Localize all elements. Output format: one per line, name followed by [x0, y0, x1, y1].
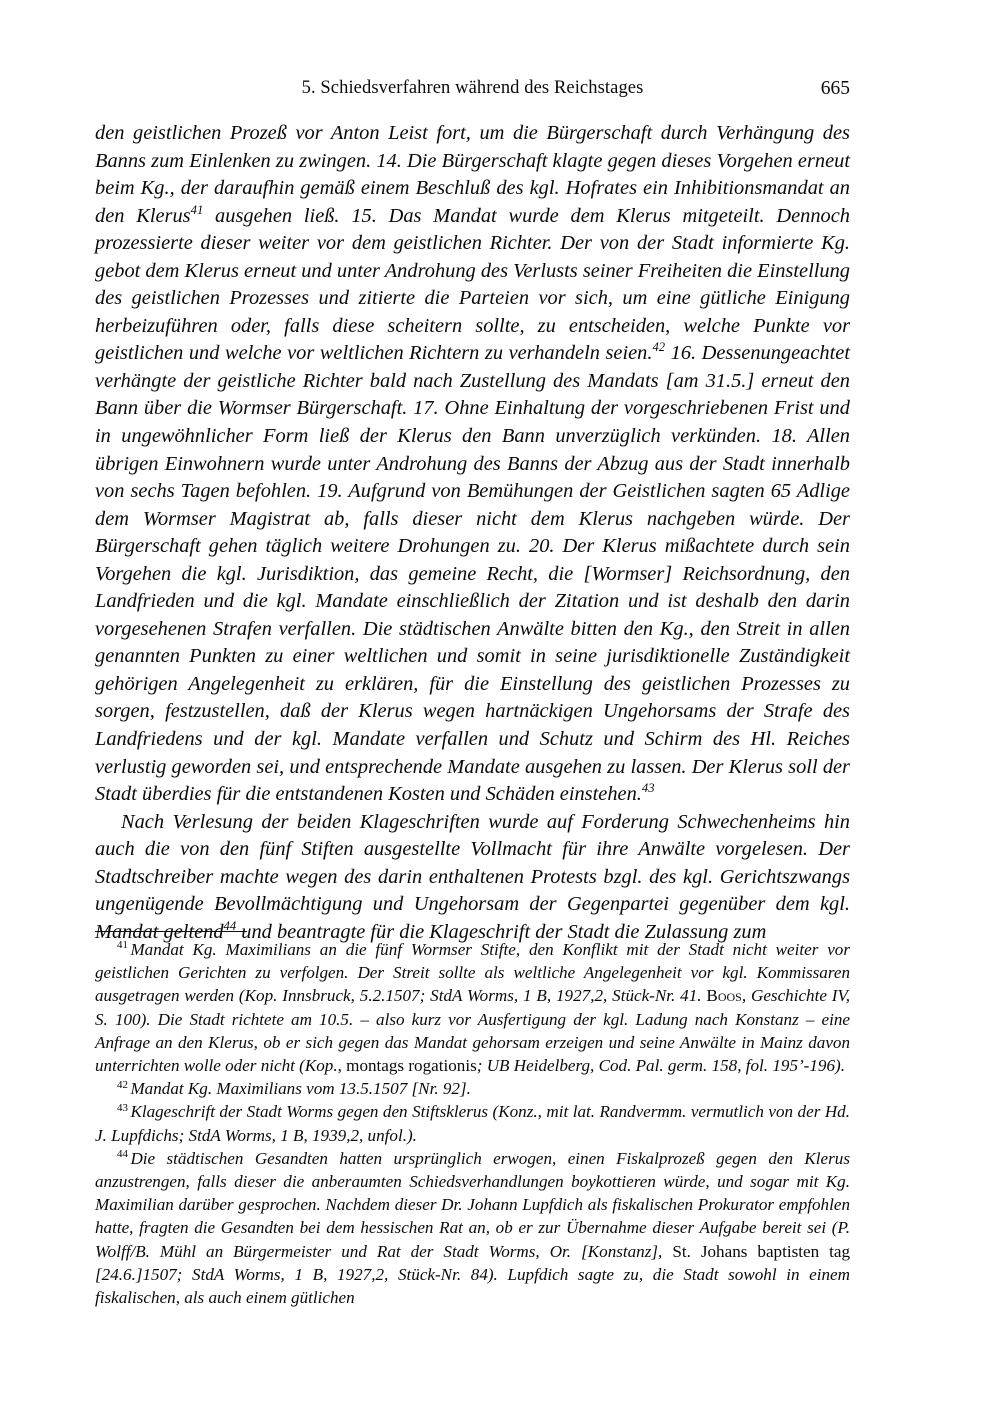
footnote-area — [95, 938, 850, 1309]
paragraph-text-segment: 16. Dessenungeachtet verhängte der geistliche Richter bald nach Zustellung des Mandats [am 31.5.] erneut den Bann über die Wormser Bürgerschaft. 17. Ohne Einhaltung der vorgeschriebenen Frist und in ungewöhnlicher Form ließ der Klerus den Bann unverzüglich verkünden. 18. Allen übrigen Einwohnern wurde unter Androhung des Banns der Abzug aus der Stadt innerhalb von sechs Tagen befohlen. 19. Aufgrund von Bemühungen der Geistlichen sagten 65 Adlige dem Wormser Magistrat ab, falls dieser nicht dem Klerus nachgeben würde. Der Bürgerschaft gehen täglich weitere Drohungen zu. 20. Der Klerus mißachtete durch sein Vorgehen die kgl. Jurisdiktion, das gemeine Recht, die [Wormser] Reichsordnung, den Landfrieden und die kgl. Mandate einschließlich der Zitation und ist deshalb den darin vorgesehenen Strafen verfallen. Die städtischen Anwälte bitten den Kg., den Streit in allen genannten Punkten zu einer weltlichen und somit in seine jurisdiktionelle Zuständigkeit gehörigen Angelegenheit zu erklären, für die Einstellung des geistlichen Prozesses zu sorgen, festzustellen, daß der Klerus wegen hartnäckigen Ungehorsams der Strafe des Landfriedens und der kgl. Mandate verfallen und Schutz und Schirm des Hl. Reiches verlustig geworden sei, und entsprechende Mandate ausgehen zu lassen. Der Klerus soll der Stadt überdies für die entstandenen Kosten und Schäden einstehen. — [95, 342, 850, 806]
footnote-text-segment: Mandat Kg. Maximilians an die fünf Wormser Stifte, den Konflikt mit der Stadt nicht weiter vor geistlichen Gerichten zu verfolgen. Der Streit sollte als weltliche Angelegenheit vor kgl. Kommissaren ausgetragen werden (Kop. Innsbruck, 5.2.1507; StdA Worms, 1 B, 1927,2, Stück-Nr. 41. — [95, 940, 850, 1006]
paragraph-text-segment: und beantragte für die Klageschrift der Stadt die Zulassung zum — [236, 920, 767, 943]
footnote-ref-41[interactable]: 41 — [190, 202, 204, 217]
footnote-text-segment: , Geschichte IV, S. 100). Die Stadt richtete am 10.5. – also kurz vor Ausfertigung der kgl. Ladung nach Konstanz – eine Anfrage an den Klerus, ob er sich gegen das Mandat gehorsam erzeigen und seine Anwälte in Mainz davon unterrichten wolle oder nicht (Kop., — [95, 986, 850, 1076]
footnote-text-segment: Klageschrift der Stadt Worms gegen den Stiftsklerus (Konz., mit lat. Randvermm. vermutlich von der Hd. J. Lupfdichs; StdA Worms, 1 B, 1939,2, unfol.). — [95, 1102, 850, 1145]
footnote-quoted-dating: St. Johans baptisten tag — [672, 1241, 851, 1261]
paragraph-text-segment: ausgehen ließ. 15. Das Mandat wurde dem Klerus mitgeteilt. Dennoch prozessierte dieser weiter vor dem geistlichen Richter. Der von der Stadt informierte Kg. gebot dem Klerus erneut und unter Androhung des Verlusts seiner Freiheiten die Einstellung des geistlichen Prozesses und zitierte die Parteien vor sich, um eine gütliche Einigung herbeizuführen oder, falls diese scheitern sollte, zu entscheiden, welche Punkte vor geistlichen und welche vor weltlichen Richtern zu verhandeln seien. — [95, 204, 850, 365]
footnote-ref-43[interactable]: 43 — [641, 781, 655, 796]
footnote-41 — [95, 938, 850, 1077]
paragraph-nach-verlesung — [95, 809, 850, 947]
footnote-number-42: 42 — [117, 1078, 128, 1091]
paragraph-continuation — [95, 120, 850, 809]
footnote-author-name: Boos — [706, 986, 742, 1006]
running-head-title: 5. Schiedsverfahren während des Reichstages — [301, 78, 644, 98]
footnote-quoted-dating: montags rogationis — [346, 1056, 477, 1076]
running-head — [95, 78, 850, 104]
footnote-42 — [95, 1077, 850, 1100]
paragraph-text-segment: den geistlichen Prozeß vor Anton Leist fort, um die Bürgerschaft durch Verhängung des Banns zum Einlenken zu zwingen. 14. Die Bürgerschaft klagte gegen dieses Vorgehen erneut beim Kg., der daraufhin gemäß einem Beschluß des kgl. Hofrates ein Inhibitionsmandat an den Klerus — [95, 122, 850, 227]
body-text — [95, 120, 850, 946]
footnote-number-44: 44 — [117, 1148, 128, 1161]
footnote-text-segment: Die städtischen Gesandten hatten ursprünglich erwogen, einen Fiskalprozeß gegen den Klerus anzustrengen, falls dieser die anberaumten Schiedsverhandlungen boykottieren würde, und sogar mit Kg. Maximilian darüber gesprochen. Nachdem dieser Dr. Johann Lupfdich als fiskalischen Prokurator empfohlen hatte, fragten die Gesandten bei dem hessischen Rat an, ob er zur Übernahme dieser Aufgabe bereit sei (P. Wolff/B. Mühl an Bürgermeister und Rat der Stadt Worms, Or. [Konstanz], — [95, 1148, 850, 1261]
page-number: 665 — [820, 78, 850, 99]
footnote-text-segment: Mandat Kg. Maximilians vom 13.5.1507 [Nr. 92]. — [130, 1079, 471, 1099]
footnote-44 — [95, 1147, 850, 1309]
footnote-ref-42[interactable]: 42 — [652, 340, 666, 355]
footnote-number-43: 43 — [117, 1101, 128, 1114]
footnote-separator-rule — [95, 931, 247, 932]
footnote-43 — [95, 1100, 850, 1146]
footnote-text-segment: ; UB Heidelberg, Cod. Pal. germ. 158, fol. 195’-196). — [476, 1056, 845, 1076]
paragraph-text-segment: Nach Verlesung der beiden Klageschriften wurde auf Forderung Schwechenheims hin auch die von den fünf Stiften ausgestellte Vollmacht für ihre Anwälte vorgelesen. Der Stadtschreiber machte wegen des darin enthaltenen Protests bzgl. des kgl. Gerichtszwangs ungenügende Bevollmächtigung und Ungehorsam der Gegenpartei gegenüber dem kgl. Mandat geltend — [95, 810, 850, 943]
footnote-text-segment: [24.6.]1507; StdA Worms, 1 B, 1927,2, Stück-Nr. 84). Lupfdich sagte zu, die Stadt sowohl in einem fiskalischen, als auch einem gütlichen — [95, 1264, 850, 1308]
footnote-ref-44[interactable]: 44 — [223, 919, 237, 934]
footnote-number-41: 41 — [117, 939, 128, 952]
